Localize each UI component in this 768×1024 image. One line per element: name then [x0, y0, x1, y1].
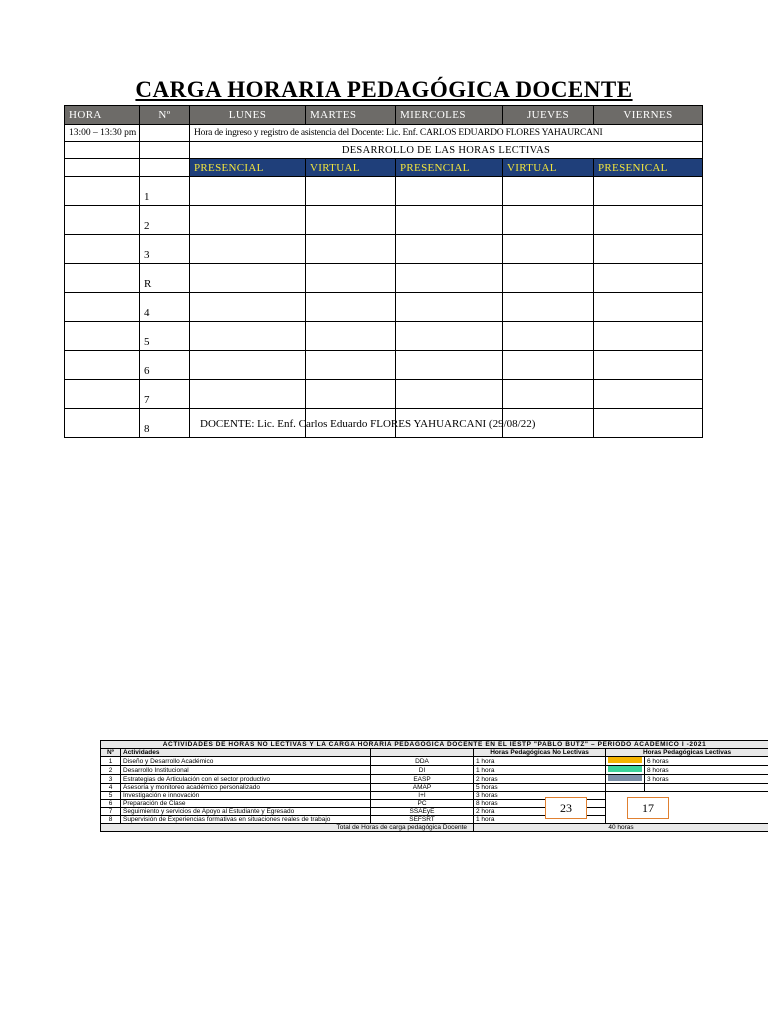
cell-miercoles: [396, 264, 503, 293]
row-number: 8: [140, 409, 190, 438]
time-cell: [65, 206, 140, 235]
summary-no-lectivas: 1 hora: [474, 816, 606, 824]
cell-jueves: [503, 380, 594, 409]
summary-activity: Diseño y Desarrollo Académico: [121, 757, 371, 766]
cell-jueves: [503, 322, 594, 351]
summary-no-lectivas: 1 hora: [474, 757, 606, 766]
row-number: 2: [140, 206, 190, 235]
table-row: [65, 206, 703, 235]
table-row: [65, 177, 703, 206]
summary-num: 8: [101, 816, 121, 824]
cell-lunes: [190, 235, 306, 264]
row-number: 3: [140, 235, 190, 264]
summary-no-lectivas: 5 horas: [474, 784, 606, 792]
time-cell: [65, 322, 140, 351]
table-row: [65, 351, 703, 380]
summary-num: 6: [101, 800, 121, 808]
cell-viernes: [594, 177, 703, 206]
intro-row: [65, 125, 703, 142]
cell-jueves: [503, 235, 594, 264]
cell-jueves: [503, 264, 594, 293]
header-jueves: JUEVES: [503, 106, 594, 125]
cell-viernes: [594, 293, 703, 322]
row-number: 1: [140, 177, 190, 206]
section-label: DESARROLLO DE LAS HORAS LECTIVAS: [190, 142, 703, 159]
cell-miercoles: [396, 177, 503, 206]
summary-lectivas: 3 horas: [645, 775, 768, 784]
time-cell: [65, 380, 140, 409]
cell-martes: [306, 351, 396, 380]
summary-title-row: [101, 741, 768, 749]
mode-lunes: PRESENCIAL: [190, 159, 306, 177]
cell-jueves: [503, 177, 594, 206]
cell-martes: [306, 322, 396, 351]
header-martes: MARTES: [306, 106, 396, 125]
summary-no-lectivas: 2 horas: [474, 775, 606, 784]
section-blank-2: [140, 142, 190, 159]
summary-row: [101, 784, 768, 792]
summary-no-lectivas: 2 hora: [474, 808, 606, 816]
row-number: 7: [140, 380, 190, 409]
cell-martes: [306, 264, 396, 293]
summary-code: SEFSRT: [371, 816, 474, 824]
docente-signature-line: DOCENTE: Lic. Enf. Carlos Eduardo FLORES YAHUARCANI (29/08/22): [200, 418, 536, 430]
color-swatch-blue: [606, 775, 645, 784]
cell-miercoles: [396, 351, 503, 380]
section-blank-1: [65, 142, 140, 159]
summary-row: [101, 766, 768, 775]
summary-code: SSAEyE: [371, 808, 474, 816]
summary-code: PC: [371, 800, 474, 808]
cell-martes: [306, 293, 396, 322]
summary-title: ACTIVIDADES DE HORAS NO LECTIVAS Y LA CARGA HORARIA PEDAGOGICA DOCENTE EN EL IESTP "PABLO BUTZ" – PERIODO ACADEMICO I -2021: [101, 741, 768, 749]
intro-text: Hora de ingreso y registro de asistencia del Docente: Lic. Enf. CARLOS EDUARDO FLORES YAHAURCANI: [190, 125, 703, 142]
table-row: [65, 322, 703, 351]
summary-activity: Desarrollo Institucional: [121, 766, 371, 775]
page-title: CARGA HORARIA PEDAGÓGICA DOCENTE: [135, 77, 633, 102]
mode-blank-2: [140, 159, 190, 177]
header-lunes: LUNES: [190, 106, 306, 125]
summary-header-activities: Actividades: [121, 749, 371, 757]
summary-code: EASP: [371, 775, 474, 784]
mode-jueves: VIRTUAL: [503, 159, 594, 177]
header-numero: Nº: [140, 106, 190, 125]
summary-code: DI: [371, 766, 474, 775]
summary-lectivas: 6 horas: [645, 757, 768, 766]
cell-lunes: [190, 177, 306, 206]
color-swatch-green: [606, 766, 645, 775]
cell-jueves: [503, 293, 594, 322]
table-row: [65, 264, 703, 293]
cell-lunes: [190, 351, 306, 380]
time-cell: [65, 177, 140, 206]
row-number: 5: [140, 322, 190, 351]
mode-blank-1: [65, 159, 140, 177]
no-lectivas-total-box: 23: [545, 797, 587, 819]
summary-num: 7: [101, 808, 121, 816]
summary-no-lectivas: 1 hora: [474, 766, 606, 775]
summary-num: 5: [101, 792, 121, 800]
summary-activity: Estrategias de Articulación con el sector productivo: [121, 775, 371, 784]
cell-viernes: [594, 351, 703, 380]
summary-total-value: 40 horas: [474, 824, 768, 832]
cell-lunes: [190, 293, 306, 322]
cell-viernes: [594, 322, 703, 351]
summary-num: 4: [101, 784, 121, 792]
summary-code: I+I: [371, 792, 474, 800]
cell-lunes: [190, 264, 306, 293]
cell-martes: [306, 235, 396, 264]
summary-code: DDA: [371, 757, 474, 766]
cell-viernes: [594, 380, 703, 409]
summary-header-code: [371, 749, 474, 757]
header-miercoles: MIERCOLES: [396, 106, 503, 125]
table-row: [65, 235, 703, 264]
summary-activity: Seguimiento y servicios de Apoyo al Estudiante y Egresado: [121, 808, 371, 816]
time-cell: [65, 235, 140, 264]
cell-jueves: [503, 206, 594, 235]
table-row: [65, 380, 703, 409]
mode-viernes: PRESENICAL: [594, 159, 703, 177]
mode-row: [65, 159, 703, 177]
lectivas-total-box: 17: [627, 797, 669, 819]
row-number: 6: [140, 351, 190, 380]
summary-activity: Supervisión de Experiencias formativas en situaciones reales de trabajo: [121, 816, 371, 824]
row-number: 4: [140, 293, 190, 322]
summary-row: [101, 757, 768, 766]
summary-lectivas: 8 horas: [645, 766, 768, 775]
time-cell: [65, 293, 140, 322]
summary-header-num: Nº: [101, 749, 121, 757]
summary-activity: Investigación e innovación: [121, 792, 371, 800]
summary-header-lectivas: Horas Pedagógicas Lectivas: [606, 749, 768, 757]
summary-header-row: [101, 749, 768, 757]
cell-jueves: [503, 351, 594, 380]
summary-lectivas: [645, 784, 768, 792]
cell-lunes: [190, 322, 306, 351]
table-row: [65, 293, 703, 322]
summary-total-label: Total de Horas de carga pedagógica Docente: [101, 824, 474, 832]
section-row: [65, 142, 703, 159]
summary-total-row: [101, 824, 768, 832]
summary-activity: Preparación de Clase: [121, 800, 371, 808]
summary-code: AMAP: [371, 784, 474, 792]
schedule-table: [64, 105, 703, 438]
cell-viernes: [594, 206, 703, 235]
summary-no-lectivas: 8 horas: [474, 800, 606, 808]
header-hora: HORA: [65, 106, 140, 125]
cell-lunes: [190, 380, 306, 409]
color-swatch-yellow: [606, 757, 645, 766]
cell-viernes: [594, 264, 703, 293]
cell-viernes: [594, 235, 703, 264]
cell-miercoles: [396, 322, 503, 351]
time-cell: [65, 264, 140, 293]
summary-no-lectivas: 3 horas: [474, 792, 606, 800]
intro-time: 13:00 – 13:30 pm: [65, 125, 140, 142]
cell-martes: [306, 206, 396, 235]
cell-miercoles: [396, 235, 503, 264]
cell-lunes: [190, 206, 306, 235]
mode-martes: VIRTUAL: [306, 159, 396, 177]
cell-martes: [306, 177, 396, 206]
cell-miercoles: [396, 206, 503, 235]
summary-num: 3: [101, 775, 121, 784]
cell-miercoles: [396, 293, 503, 322]
cell-viernes: [594, 409, 703, 438]
summary-num: 1: [101, 757, 121, 766]
intro-blank: [140, 125, 190, 142]
summary-header-no-lectivas: Horas Pedagógicas No Lectivas: [474, 749, 606, 757]
cell-miercoles: [396, 380, 503, 409]
summary-num: 2: [101, 766, 121, 775]
row-number: R: [140, 264, 190, 293]
time-cell: [65, 351, 140, 380]
schedule-header-row: [65, 106, 703, 125]
summary-activity: Asesoría y monitoreo académico personalizado: [121, 784, 371, 792]
mode-miercoles: PRESENCIAL: [396, 159, 503, 177]
time-cell: [65, 409, 140, 438]
summary-swatch-empty: [606, 784, 645, 792]
header-viernes: VIERNES: [594, 106, 703, 125]
cell-martes: [306, 380, 396, 409]
summary-row: [101, 775, 768, 784]
